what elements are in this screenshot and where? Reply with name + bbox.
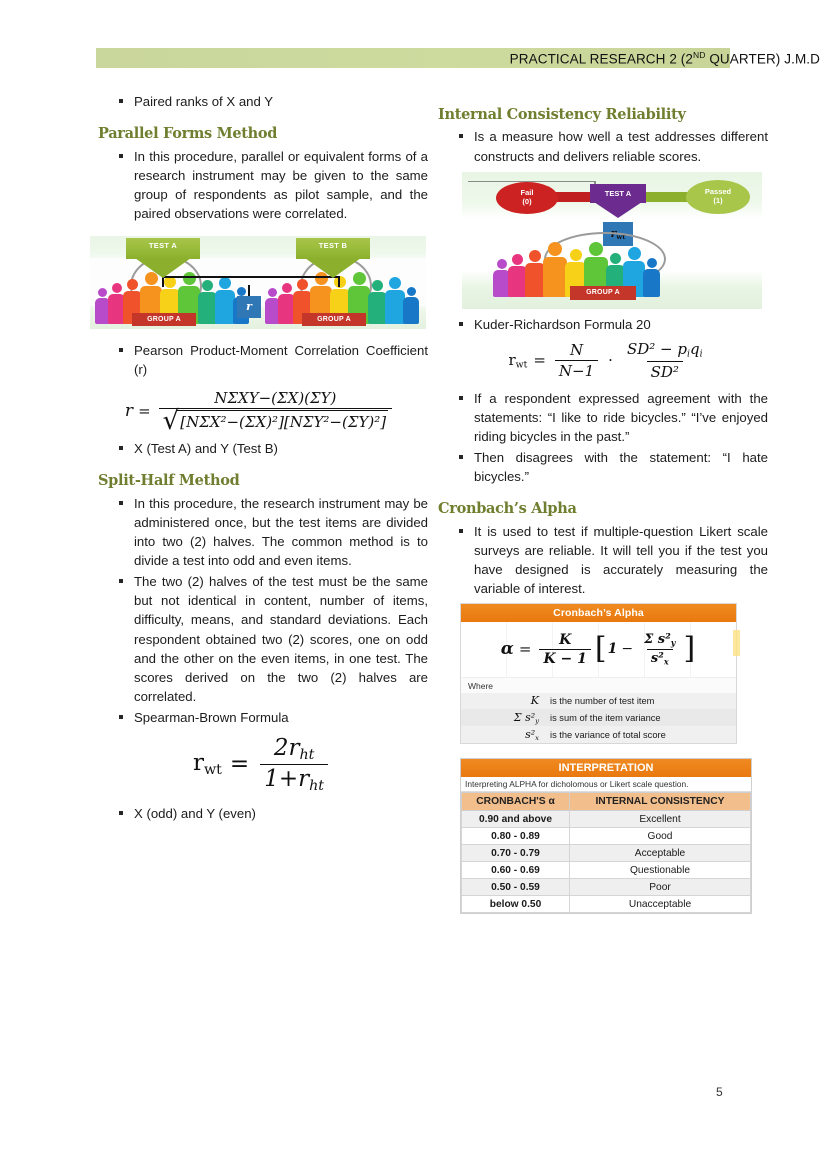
spearman-denominator: $1+r_{ht}$ [260, 764, 328, 794]
list-item: X (Test A) and Y (Test B) [92, 439, 428, 458]
heading-internal-consistency-reliability: Internal Consistency Reliability [438, 106, 686, 123]
interpretation-subtitle: Interpreting ALPHA for dicholomous or Likert scale question. [461, 777, 751, 792]
alpha-frac1-denominator: K − 1 [539, 649, 590, 667]
fail-ellipse [496, 182, 558, 214]
fail-label-line2: (0) [522, 196, 532, 206]
list-item: X (odd) and Y (even) [92, 804, 428, 823]
alpha-bracket-close: ] [683, 630, 696, 666]
highlight-marker [733, 630, 740, 656]
heading-parallel-forms-method: Parallel Forms Method [98, 125, 278, 143]
table-header-row [462, 793, 751, 811]
pearson-numerator: NΣXY−(ΣX)(ΣY) [214, 389, 337, 408]
list-item: It is used to test if multiple-question Likert scale surveys are reliable. It will tell you if the test you have designed is accurately measuring the variable of interest. [432, 522, 768, 599]
cell-alpha-range: 0.50 - 0.59 [462, 879, 570, 896]
cell-alpha-range: 0.90 and above [462, 811, 570, 828]
internal-consistency-figure [432, 172, 768, 309]
alpha-frac2-denominator: $s^2_x$ [647, 649, 673, 666]
legend-text: is the number of test item [550, 696, 655, 707]
header-title-rest: QUARTER) J.M.D [705, 51, 820, 67]
kuder-richardson-20-formula [450, 340, 768, 381]
cell-consistency: Excellent [570, 811, 751, 828]
kr20-dot: · [608, 351, 613, 370]
list-item: If a respondent expressed agreement with the statements: “I like to ride bicycles.” “I’ve enjoyed riding bicycles in the past.” [432, 389, 768, 447]
cell-consistency: Acceptable [570, 845, 751, 862]
pearson-label-bullets [92, 341, 428, 380]
group-a-label-left [132, 313, 196, 326]
list-item: In this procedure, parallel or equivalent forms of a research instrument may be given to the same group of respondents as pilot sample, and the paired observations were correlated. [92, 147, 428, 224]
table-row [462, 845, 751, 862]
kr20-lhs: $r_{wt}$ [508, 350, 528, 371]
spearman-brown-formula [96, 735, 428, 794]
cell-alpha-range: below 0.50 [462, 896, 570, 913]
legend-row [461, 693, 736, 710]
person-figure [643, 258, 660, 297]
pearson-denominator: [NΣX²−(ΣX)²][NΣY²−(ΣY)²] [177, 410, 388, 431]
heading-split-half-method: Split-Half Method [98, 472, 240, 490]
legend-text: is sum of the item variance [550, 712, 661, 723]
correlation-r-label: r [246, 300, 252, 314]
passed-ellipse [686, 180, 750, 214]
test-b-arrow [296, 238, 370, 278]
heading-cronbachs-alpha: Cronbach’s Alpha [438, 500, 577, 518]
legend-symbol: Σ $s^2_y$ [513, 710, 539, 725]
alpha-bracket-open: [ [594, 630, 607, 666]
list-item: Paired ranks of X and Y [92, 92, 428, 111]
spearman-numerator: $2r_{ht}$ [273, 734, 315, 763]
internal-consistency-tail-bullets [432, 389, 768, 486]
table-row [462, 811, 751, 828]
list-item: Spearman-Brown Formula [92, 708, 428, 727]
test-a-arrow-label: TEST A [148, 240, 178, 250]
alpha-frac2-numerator: Σ $s^2_y$ [644, 632, 676, 648]
kr20-frac2-denominator: SD² [647, 361, 683, 381]
list-item: Is a measure how well a test addresses different constructs and delivers reliable scores. [432, 127, 768, 166]
column-header-internal-consistency: INTERNAL CONSISTENCY [570, 793, 751, 811]
pearson-lhs: r [124, 401, 134, 422]
page-number: 5 [716, 1085, 723, 1099]
split-half-bullets [92, 494, 428, 727]
legend-symbol: K [530, 694, 539, 708]
cell-consistency: Good [570, 828, 751, 845]
cronbach-bullets [432, 522, 768, 599]
right-column [432, 92, 768, 914]
interpretation-table [460, 758, 752, 914]
spearman-lhs: $r_{wt}$ [192, 750, 222, 779]
split-half-tail-bullets [92, 804, 428, 823]
cronbach-alpha-formula [461, 622, 736, 677]
header-title [510, 50, 820, 67]
test-a-arrow [126, 238, 200, 278]
kr20-frac1-denominator: N−1 [555, 360, 598, 380]
correlation-rwt-label: $r_{wt}$ [610, 226, 626, 241]
test-a-arrow-label: TEST A [604, 188, 632, 198]
test-b-arrow-label: TEST B [318, 240, 348, 250]
alpha-one: 1 [607, 641, 618, 658]
top-bullet-list [92, 92, 428, 111]
pearson-tail-bullets [92, 439, 428, 458]
spearman-equals: = [229, 751, 250, 778]
pearson-correlation-formula [92, 389, 428, 436]
column-header-cronbach-alpha: CRONBACH'S α [462, 793, 570, 811]
alpha-lhs: α [500, 639, 514, 660]
cell-consistency: Unacceptable [570, 896, 751, 913]
header-title-main: PRACTICAL RESEARCH 2 (2 [509, 51, 693, 67]
list-item: Then disagrees with the statement: “I hate bicycles.” [432, 448, 768, 487]
pearson-equals: = [138, 402, 151, 421]
cronbach-where-label: Where [461, 677, 736, 693]
legend-row [461, 709, 736, 726]
group-a-label [570, 286, 636, 300]
person-figure [525, 250, 545, 297]
table-row [462, 896, 751, 913]
list-item: Kuder-Richardson Formula 20 [432, 315, 768, 334]
cell-consistency: Poor [570, 879, 751, 896]
person-figure [385, 277, 405, 324]
group-a-label-text: GROUP A [586, 289, 620, 297]
legend-text: is the variance of total score [550, 729, 666, 740]
fail-label-line1: Fail [520, 188, 534, 198]
internal-consistency-bullets [432, 127, 768, 166]
cell-alpha-range: 0.60 - 0.69 [462, 862, 570, 879]
cronbach-alpha-box-title: Cronbach’s Alpha [461, 604, 736, 622]
correlation-r-box [237, 296, 261, 318]
alpha-equals: = [518, 640, 532, 659]
group-a-label-left-text: GROUP A [147, 315, 181, 323]
cell-alpha-range: 0.80 - 0.89 [462, 828, 570, 845]
list-item: The two (2) halves of the test must be the same but not identical in content, number of items, difficulty, means, and standard deviations. Each respondent obtained two (2) scores, one on odd and the other on the even items, in one test. The scores derived on the two (2) halves are correlated. [92, 572, 428, 707]
passed-label-line2: (1) [713, 195, 723, 205]
alpha-frac1-numerator: K [559, 631, 572, 648]
person-figure [543, 242, 567, 297]
legend-row [461, 726, 736, 743]
kr20-equals: = [533, 351, 546, 370]
person-figure [403, 287, 419, 324]
kr20-frac2-numerator: $SD^2 - p_iq_i$ [626, 340, 703, 360]
passed-label-line1: Passed [704, 187, 732, 197]
parallel-forms-figure [92, 230, 428, 335]
kr20-frac1-numerator: N [569, 340, 584, 359]
header-title-ordinal: ND [693, 50, 706, 60]
parallel-forms-bullets [92, 147, 428, 224]
alpha-minus: − [621, 641, 634, 658]
cell-consistency: Questionable [570, 862, 751, 879]
interpretation-data-table [461, 792, 751, 913]
interpretation-title: INTERPRETATION [461, 759, 751, 777]
legend-symbol: $s^2_x$ [525, 727, 539, 742]
cell-alpha-range: 0.70 - 0.79 [462, 845, 570, 862]
group-a-label-right-text: GROUP A [317, 315, 351, 323]
kuder-richardson-label-bullets [432, 315, 768, 334]
left-column [92, 92, 428, 824]
cronbach-legend-table [461, 693, 736, 744]
sqrt-icon: √ [162, 405, 180, 436]
group-a-label-right [302, 313, 366, 326]
table-row [462, 828, 751, 845]
test-a-arrow [590, 184, 646, 218]
list-item: In this procedure, the research instrument may be administered once, but the test items are divided into two (2) halves. The common method is to divide a test into odd and even items. [92, 494, 428, 571]
table-row [462, 862, 751, 879]
list-item: Pearson Product-Moment Correlation Coefficient (r) [92, 341, 428, 380]
table-row [462, 879, 751, 896]
cronbach-alpha-formula-box [460, 603, 737, 745]
